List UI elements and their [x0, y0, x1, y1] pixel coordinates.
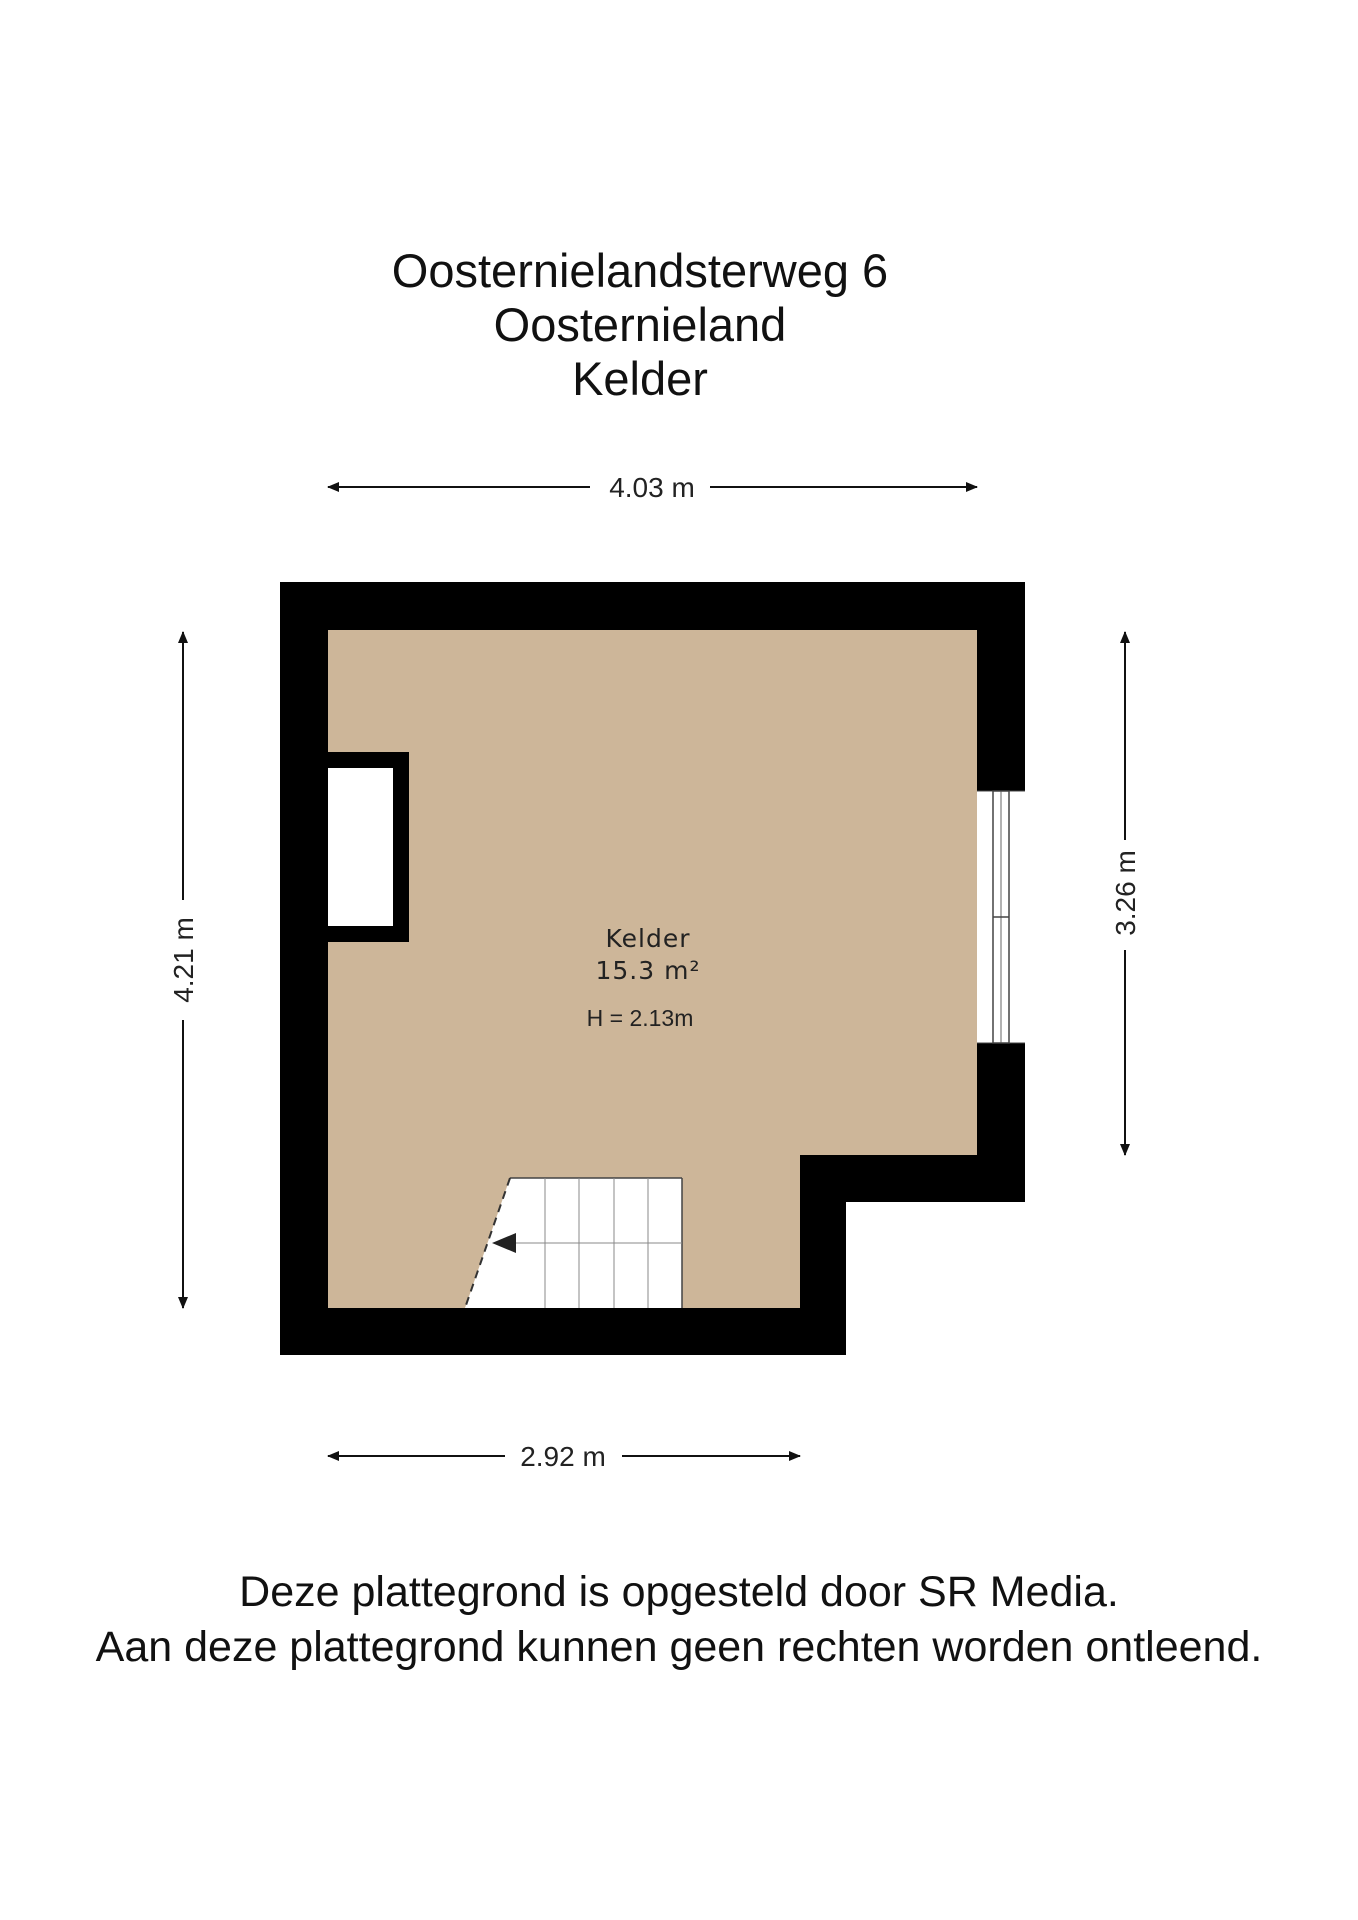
- room-area: 15.3 m²: [595, 956, 701, 985]
- dimension-bottom: [328, 1441, 800, 1472]
- dimension-right-label: 3.26 m: [1110, 850, 1141, 936]
- disclaimer-line-1: Deze plattegrond is opgesteld door SR Media.: [239, 1568, 1119, 1616]
- dimension-right: [1110, 632, 1141, 1155]
- room-name: Kelder: [605, 924, 691, 953]
- dimension-top-label: 4.03 m: [609, 472, 695, 503]
- dimension-left: [168, 632, 199, 1308]
- address-line: Oosternielandsterweg 6: [391, 244, 889, 297]
- room-height: H = 2.13m: [586, 1005, 694, 1031]
- disclaimer-line-2: Aan deze plattegrond kunnen geen rechten worden ontleend.: [95, 1623, 1263, 1671]
- floor-line: Kelder: [572, 352, 708, 405]
- dimension-top: [328, 472, 977, 503]
- window: [977, 791, 1025, 1043]
- dimension-left-label: 4.21 m: [168, 917, 199, 1003]
- dimension-bottom-label: 2.92 m: [520, 1441, 606, 1472]
- disclaimer: [0, 1565, 1358, 1675]
- wall-niche: [328, 752, 409, 942]
- city-line: Oosternieland: [493, 298, 787, 351]
